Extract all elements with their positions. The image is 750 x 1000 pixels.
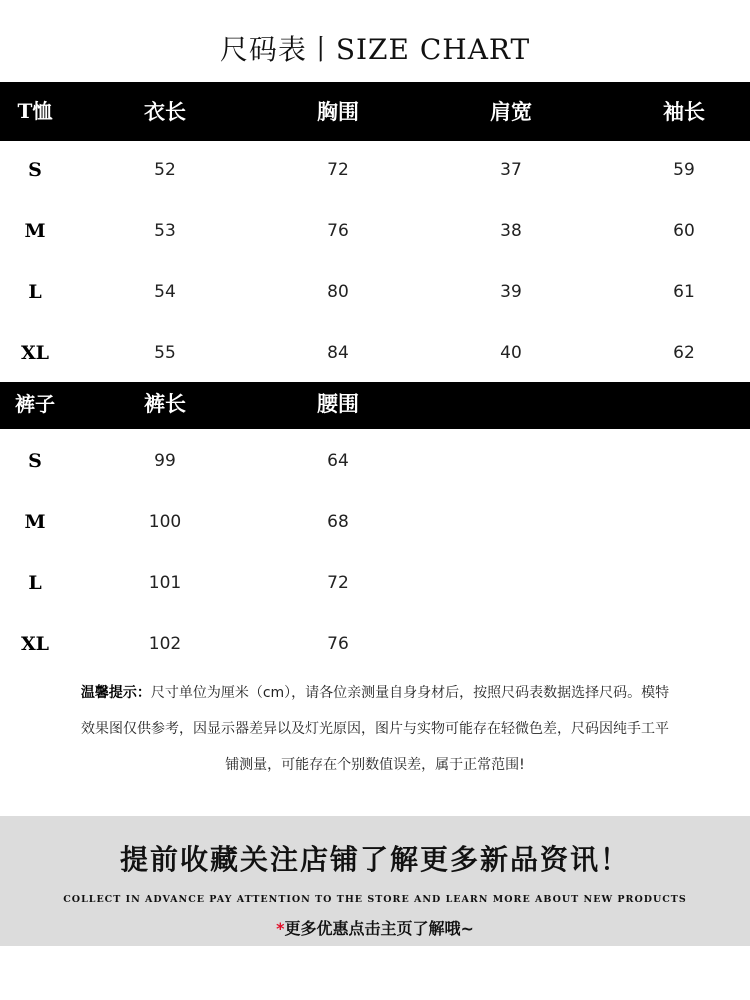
table-cell: 76	[327, 221, 349, 241]
size-label: S	[28, 159, 42, 181]
promo-text: 更多优惠点击主页了解哦~	[284, 919, 474, 938]
tshirt-row	[0, 272, 750, 312]
notes-line-3: 铺测量，可能存在个别数值误差，属于正常范围!	[225, 757, 525, 773]
size-label: M	[24, 220, 46, 242]
tshirt-row	[0, 333, 750, 373]
table-cell: 53	[154, 221, 176, 241]
table-cell: 59	[673, 160, 695, 180]
size-label: S	[28, 450, 42, 472]
tshirt-row	[0, 211, 750, 251]
notes-line-2: 效果图仅供参考，因显示器差异以及灯光原因，图片与实物可能存在轻微色差，尺码因纯手工平	[81, 721, 669, 737]
star-mark: *	[276, 919, 285, 938]
table-cell: 80	[327, 282, 349, 302]
pants-row	[0, 441, 750, 481]
page-title: 尺码表丨SIZE CHART	[219, 33, 531, 66]
table-cell: 52	[154, 160, 176, 180]
size-label: L	[28, 572, 42, 594]
banner-subline: COLLECT IN ADVANCE PAY ATTENTION TO THE STORE AND LEARN MORE ABOUT NEW PRODUCTS	[63, 894, 687, 905]
table-cell: 72	[327, 573, 349, 593]
store-banner	[0, 816, 750, 946]
table-cell: 102	[148, 634, 182, 654]
table-cell: 37	[500, 160, 522, 180]
tshirt-header-chest: 胸围	[317, 99, 359, 124]
table-cell: 40	[500, 343, 522, 363]
tshirt-header-shoulder: 肩宽	[490, 99, 532, 124]
promo-link[interactable]	[0, 916, 750, 939]
size-label: M	[24, 511, 46, 533]
table-cell: 61	[673, 282, 695, 302]
pants-header-length: 裤长	[144, 391, 186, 416]
tshirt-header-type: T恤	[17, 99, 53, 123]
tshirt-row	[0, 150, 750, 190]
tshirt-header-length: 衣长	[144, 99, 186, 124]
pants-row	[0, 624, 750, 664]
table-cell: 72	[327, 160, 349, 180]
table-cell: 68	[327, 512, 349, 532]
notes-text-1: 尺寸单位为厘米（cm），请各位亲测量自身身材后，按照尺码表数据选择尺码。模特	[150, 685, 670, 701]
table-cell: 64	[327, 451, 349, 471]
tshirt-header-row	[0, 82, 750, 141]
size-label: XL	[20, 342, 50, 364]
table-cell: 62	[673, 343, 695, 363]
table-cell: 101	[148, 573, 182, 593]
pants-row	[0, 563, 750, 603]
table-cell: 99	[154, 451, 176, 471]
tshirt-header-sleeve: 袖长	[663, 99, 705, 124]
size-notes	[60, 675, 690, 783]
table-cell: 55	[154, 343, 176, 363]
pants-row	[0, 502, 750, 542]
table-cell: 60	[673, 221, 695, 241]
banner-headline: 提前收藏关注店铺了解更多新品资讯！	[119, 843, 630, 876]
table-cell: 54	[154, 282, 176, 302]
size-label: XL	[20, 633, 50, 655]
pants-header-type: 裤子	[15, 392, 55, 416]
table-cell: 84	[327, 343, 349, 363]
table-cell: 38	[500, 221, 522, 241]
notes-line-1	[60, 675, 690, 711]
pants-header-row	[0, 382, 750, 429]
table-cell: 100	[148, 512, 182, 532]
notes-label: 温馨提示：	[80, 685, 151, 701]
table-cell: 39	[500, 282, 522, 302]
pants-header-waist: 腰围	[317, 391, 359, 416]
table-cell: 76	[327, 634, 349, 654]
size-label: L	[28, 281, 42, 303]
